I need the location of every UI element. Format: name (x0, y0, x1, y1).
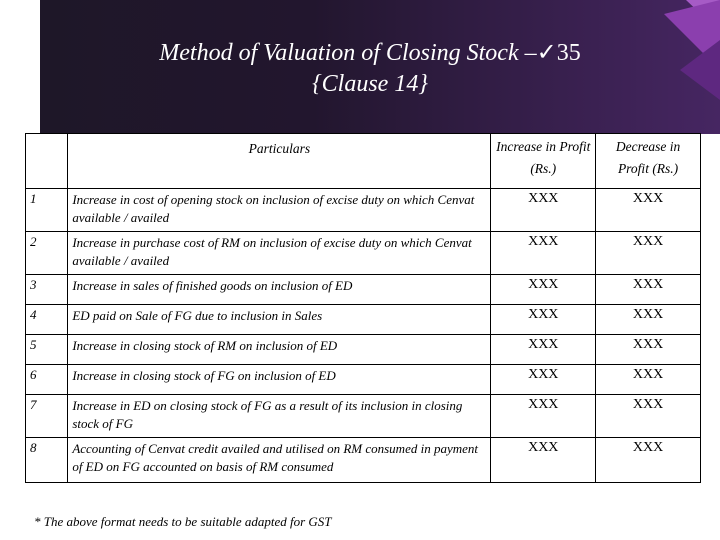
header-increase: Increase in Profit (Rs.) (491, 134, 596, 189)
row-particulars: ED paid on Sale of FG due to inclusion in Sales (68, 305, 491, 335)
row-increase: XXX (491, 189, 596, 232)
header-no (26, 134, 68, 189)
row-decrease: XXX (596, 232, 701, 275)
header-particulars: Particulars (68, 134, 491, 189)
row-particulars: Increase in cost of opening stock on inclusion of excise duty on which Cenvat available / availed (68, 189, 491, 232)
table-row (26, 189, 701, 232)
row-increase: XXX (491, 335, 596, 365)
table-row (26, 395, 701, 438)
table-row (26, 365, 701, 395)
table-header-row (26, 134, 701, 189)
slide-title (80, 38, 660, 100)
row-decrease: XXX (596, 275, 701, 305)
row-particulars: Increase in ED on closing stock of FG as a result of its inclusion in closing stock of FG (68, 395, 491, 438)
row-increase: XXX (491, 365, 596, 395)
footnote: * The above format needs to be suitable adapted for GST (34, 514, 332, 529)
row-number: 7 (26, 395, 68, 438)
row-number: 4 (26, 305, 68, 335)
row-decrease: XXX (596, 365, 701, 395)
row-number: 5 (26, 335, 68, 365)
row-decrease: XXX (596, 438, 701, 483)
row-increase: XXX (491, 275, 596, 305)
row-increase: XXX (491, 305, 596, 335)
row-increase: XXX (491, 232, 596, 275)
row-particulars: Increase in sales of finished goods on inclusion of ED (68, 275, 491, 305)
row-number: 2 (26, 232, 68, 275)
row-decrease: XXX (596, 305, 701, 335)
row-increase: XXX (491, 395, 596, 438)
row-decrease: XXX (596, 189, 701, 232)
row-particulars: Increase in closing stock of RM on inclusion of ED (68, 335, 491, 365)
row-particulars: Increase in closing stock of FG on inclusion of ED (68, 365, 491, 395)
row-number: 8 (26, 438, 68, 483)
table-row (26, 232, 701, 275)
check-icon: ✓ (536, 40, 557, 66)
row-number: 3 (26, 275, 68, 305)
row-increase: XXX (491, 438, 596, 483)
header-decrease: Decrease in Profit (Rs.) (596, 134, 701, 189)
row-decrease: XXX (596, 335, 701, 365)
row-number: 1 (26, 189, 68, 232)
table-row (26, 335, 701, 365)
valuation-table (25, 133, 701, 483)
row-decrease: XXX (596, 395, 701, 438)
title-line-2: {Clause 14} (312, 71, 428, 97)
table-row (26, 275, 701, 305)
row-particulars: Increase in purchase cost of RM on inclusion of excise duty on which Cenvat available / availed (68, 232, 491, 275)
row-particulars: Accounting of Cenvat credit availed and utilised on RM consumed in payment of ED on FG accounted on basis of RM consumed (68, 438, 491, 483)
title-text: Method of Valuation of Closing Stock – (159, 40, 537, 66)
row-number: 6 (26, 365, 68, 395)
title-line-1 (80, 38, 660, 69)
slide-number: 35 (556, 40, 581, 66)
table-row (26, 438, 701, 483)
table-row (26, 305, 701, 335)
